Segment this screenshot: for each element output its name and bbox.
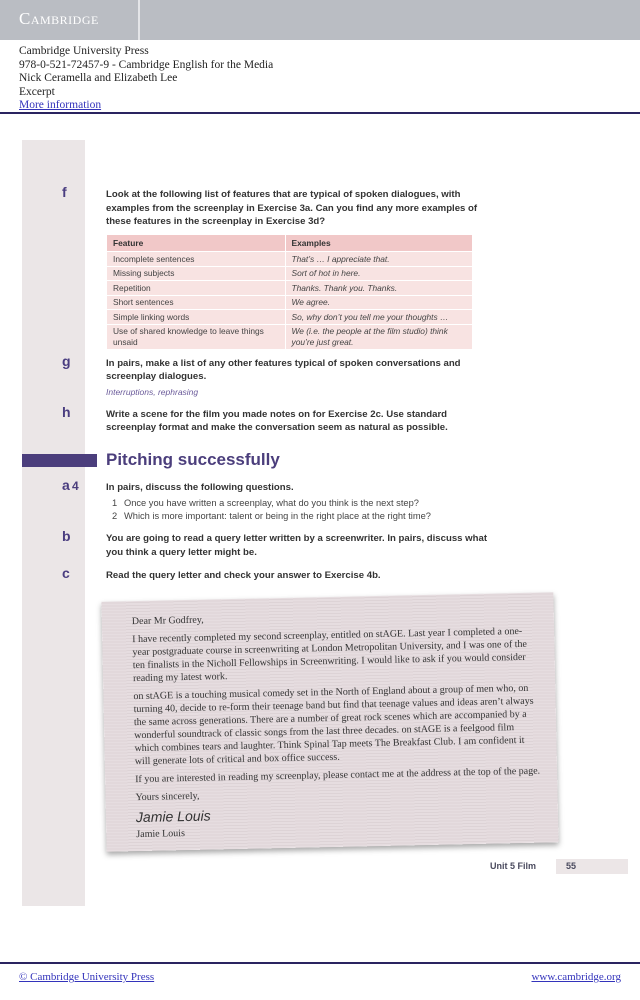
- footer-rule: [0, 962, 640, 964]
- table-row: [107, 281, 472, 296]
- exercise-letter: g: [62, 352, 71, 369]
- sender-name: Jamie Louis: [136, 827, 186, 840]
- question-item: [112, 510, 472, 523]
- question-number: 1: [112, 498, 118, 508]
- copyright-link[interactable]: © Cambridge University Press: [19, 971, 155, 983]
- header-rule: [0, 112, 640, 114]
- website-link[interactable]: www.cambridge.org: [531, 971, 621, 983]
- query-letter: [101, 592, 558, 851]
- exercise-letter: a: [62, 476, 70, 493]
- exercise-letter: b: [62, 528, 71, 544]
- letter-paragraph: If you are interested in reading my screenplay, please contact me at the address at the top of the page.: [135, 765, 541, 785]
- table-row: [107, 295, 472, 310]
- handwritten-answer: Interruptions, rephrasing: [106, 386, 199, 397]
- table-row: [107, 266, 472, 281]
- example-cell: We (i.e. the people at the film studio) think you’re just great.: [285, 324, 472, 349]
- book-meta: [19, 45, 273, 113]
- feature-cell: Use of shared knowledge to leave things unsaid: [107, 324, 285, 349]
- column-header: Examples: [285, 235, 472, 252]
- exercise-text: Write a scene for the film you made notes on for Exercise 2c. Use standard screenplay format and make the conversation seem as natural as possible.: [106, 408, 448, 433]
- exercise-text: Read the query letter and check your answer to Exercise 4b.: [106, 570, 381, 581]
- features-table: [107, 235, 472, 349]
- header-divider: [138, 0, 140, 40]
- feature-cell: Simple linking words: [107, 310, 285, 325]
- table-header-row: [107, 235, 472, 252]
- exercise-letter: c: [62, 565, 70, 581]
- exercise-letter: h: [62, 403, 71, 420]
- exercise-g: [62, 352, 492, 384]
- excerpt-label: Excerpt: [19, 85, 55, 98]
- exercise-f: [62, 184, 492, 229]
- table-row: [107, 324, 472, 349]
- table-row: [107, 310, 472, 325]
- table-row: [107, 252, 472, 267]
- cambridge-logo: Cambridge: [19, 9, 99, 28]
- more-information-link[interactable]: More information: [19, 99, 102, 111]
- feature-cell: Short sentences: [107, 295, 285, 310]
- example-cell: We agree.: [285, 295, 472, 310]
- section-title: Pitching successfully: [106, 449, 280, 469]
- page-footer: [62, 859, 628, 874]
- exercise-4b: [62, 528, 492, 559]
- header-band: [0, 0, 640, 40]
- unit-label: Unit 5 Film: [489, 861, 536, 871]
- feature-cell: Incomplete sentences: [107, 252, 285, 267]
- question-text: Once you have written a screenplay, what do you think is the next step?: [124, 498, 419, 508]
- example-cell: That’s … I appreciate that.: [285, 252, 472, 267]
- question-item: [112, 497, 472, 510]
- example-cell: Sort of hot in here.: [285, 266, 472, 281]
- example-cell: Thanks. Thank you. Thanks.: [285, 281, 472, 296]
- letter-paragraph: on stAGE is a touching musical comedy set in the North of England about a group of men who, on turning 40, decide to re-form their teenage band but find that teenage values and ideas aren’t always the same across generations. There are a number of great rock scenes which are accompanied by a wonderful soundtrack of classic songs from the last three decades. on stAGE is a feelgood film which combines tears and laughter. Think Spinal Tap meets The Breakfast Club. I am confident it will generate lots of critical and box office success.: [133, 682, 534, 767]
- salutation: Dear Mr Godfrey,: [131, 614, 204, 627]
- page-number: 55: [556, 859, 628, 874]
- question-text: Which is more important: talent or being in the right place at the right time?: [124, 510, 431, 521]
- exercise-letter: f: [62, 184, 67, 200]
- isbn-title: 978-0-521-72457-9 - Cambridge English for the Media: [19, 58, 274, 71]
- feature-cell: Missing subjects: [107, 266, 285, 281]
- signature: Jamie Louis: [135, 807, 211, 825]
- exercise-text: In pairs, make a list of any other features typical of spoken conversations and screenplay dialogues.: [106, 357, 461, 382]
- section-marker-bar: [22, 454, 97, 467]
- authors: Nick Ceramella and Elizabeth Lee: [19, 72, 178, 84]
- exercise-4a: [62, 476, 492, 495]
- publisher: Cambridge University Press: [19, 45, 149, 57]
- exercise-h: [62, 403, 492, 435]
- section-heading: [106, 449, 628, 471]
- column-header: Feature: [107, 235, 285, 252]
- exercise-text: In pairs, discuss the following questions.: [106, 481, 294, 493]
- question-number: 2: [112, 510, 118, 521]
- closing: Yours sincerely,: [135, 790, 200, 803]
- exercise-text: Look at the following list of features that are typical of spoken dialogues, with examples from the screenplay in Exercise 3a. Can you find any more examples of these features in the screenplay in Exercise 3d?: [106, 189, 478, 227]
- exercise-number: 4: [72, 478, 79, 493]
- exercise-text: You are going to read a query letter written by a screenwriter. In pairs, discuss what you think a query letter might be.: [106, 533, 488, 558]
- feature-cell: Repetition: [107, 281, 285, 296]
- letter-paragraph: I have recently completed my second screenplay, entitled on stAGE. Last year I completed a one-year postgraduate course in screenwriting at London Metropolitan University, and I was one of the ten finalists in the Nicholl Fellowships in Screenwriting. I would like to ask if you would consider reading my latest work.: [132, 625, 528, 684]
- page-content: [62, 184, 628, 874]
- exercise-4c: [62, 565, 492, 583]
- example-cell: So, why don’t you tell me your thoughts …: [285, 310, 472, 325]
